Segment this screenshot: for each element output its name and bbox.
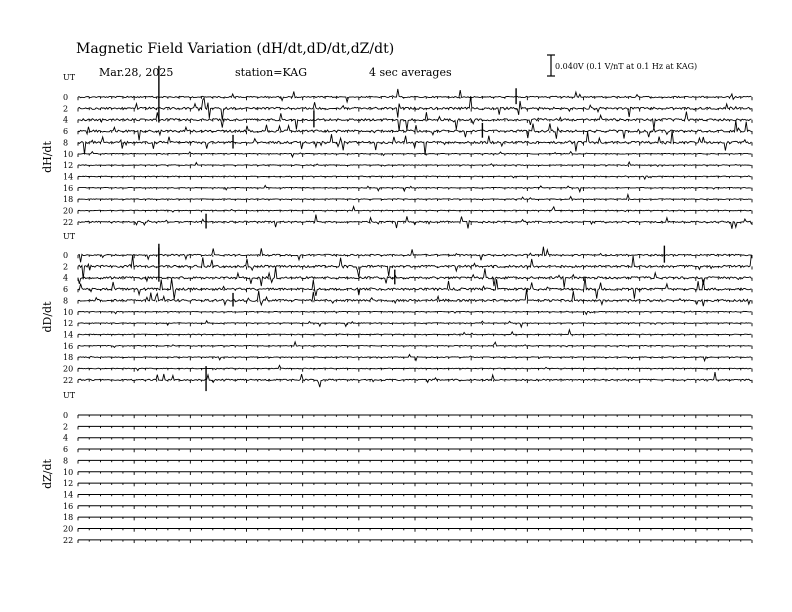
hour-label: 10 xyxy=(63,149,74,159)
panels-group xyxy=(41,66,752,545)
hour-label: 2 xyxy=(63,262,69,272)
hour-label: 14 xyxy=(63,172,74,182)
trace-line xyxy=(78,247,751,263)
hour-label: 10 xyxy=(63,307,74,317)
hour-label: 6 xyxy=(63,127,69,137)
hour-label: 8 xyxy=(63,456,69,466)
averaging-label: 4 sec averages xyxy=(369,66,452,79)
hour-label: 4 xyxy=(63,115,69,125)
hour-label: 20 xyxy=(63,206,74,216)
hour-label: 4 xyxy=(63,273,69,283)
hour-label: 2 xyxy=(63,104,69,114)
hour-label: 8 xyxy=(63,296,69,306)
hour-label: 22 xyxy=(63,535,74,545)
trace-line xyxy=(78,267,751,288)
scale-bar xyxy=(547,55,555,76)
hour-label: 12 xyxy=(63,161,74,171)
hour-label: 18 xyxy=(63,513,74,523)
scale-bar-label: 0.040V (0.1 V/nT at 0.1 Hz at KAG) xyxy=(555,62,698,71)
hour-label: 16 xyxy=(63,501,74,511)
hour-label: 0 xyxy=(63,251,69,260)
panel-label-dzdt: dZ/dt xyxy=(41,459,54,489)
ut-label: UT xyxy=(63,73,76,82)
hour-label: 0 xyxy=(63,411,69,420)
hour-label: 22 xyxy=(63,375,74,385)
hour-label: 6 xyxy=(63,285,69,295)
hour-label: 4 xyxy=(63,433,69,443)
hour-label: 18 xyxy=(63,353,74,363)
trace-line xyxy=(78,195,751,200)
station-label: station=KAG xyxy=(235,66,307,79)
hour-label: 2 xyxy=(63,422,69,432)
hour-label: 8 xyxy=(63,138,69,148)
hour-label: 14 xyxy=(63,490,74,500)
hour-label: 12 xyxy=(63,479,74,489)
trace-line xyxy=(78,330,751,335)
trace-line xyxy=(78,372,751,387)
hour-label: 16 xyxy=(63,183,74,193)
hour-label: 20 xyxy=(63,364,74,374)
hour-label: 10 xyxy=(63,467,74,477)
chart-title: Magnetic Field Variation (dH/dt,dD/dt,dZ/dt) xyxy=(76,41,395,57)
ut-label: UT xyxy=(63,391,76,400)
hour-label: 22 xyxy=(63,217,74,227)
hour-label: 18 xyxy=(63,195,74,205)
hour-label: 0 xyxy=(63,93,69,102)
ut-label: UT xyxy=(63,232,76,241)
trace-line xyxy=(78,215,751,229)
hour-label: 20 xyxy=(63,524,74,534)
hour-label: 16 xyxy=(63,341,74,351)
trace-line xyxy=(78,120,751,140)
panel-label-dddt: dD/dt xyxy=(41,301,54,333)
hour-label: 12 xyxy=(63,319,74,329)
hour-label: 6 xyxy=(63,445,69,455)
hour-label: 14 xyxy=(63,330,74,340)
date-label: Mar.28, 2025 xyxy=(99,66,174,79)
panel-label-dhdt: dH/dt xyxy=(41,141,54,173)
